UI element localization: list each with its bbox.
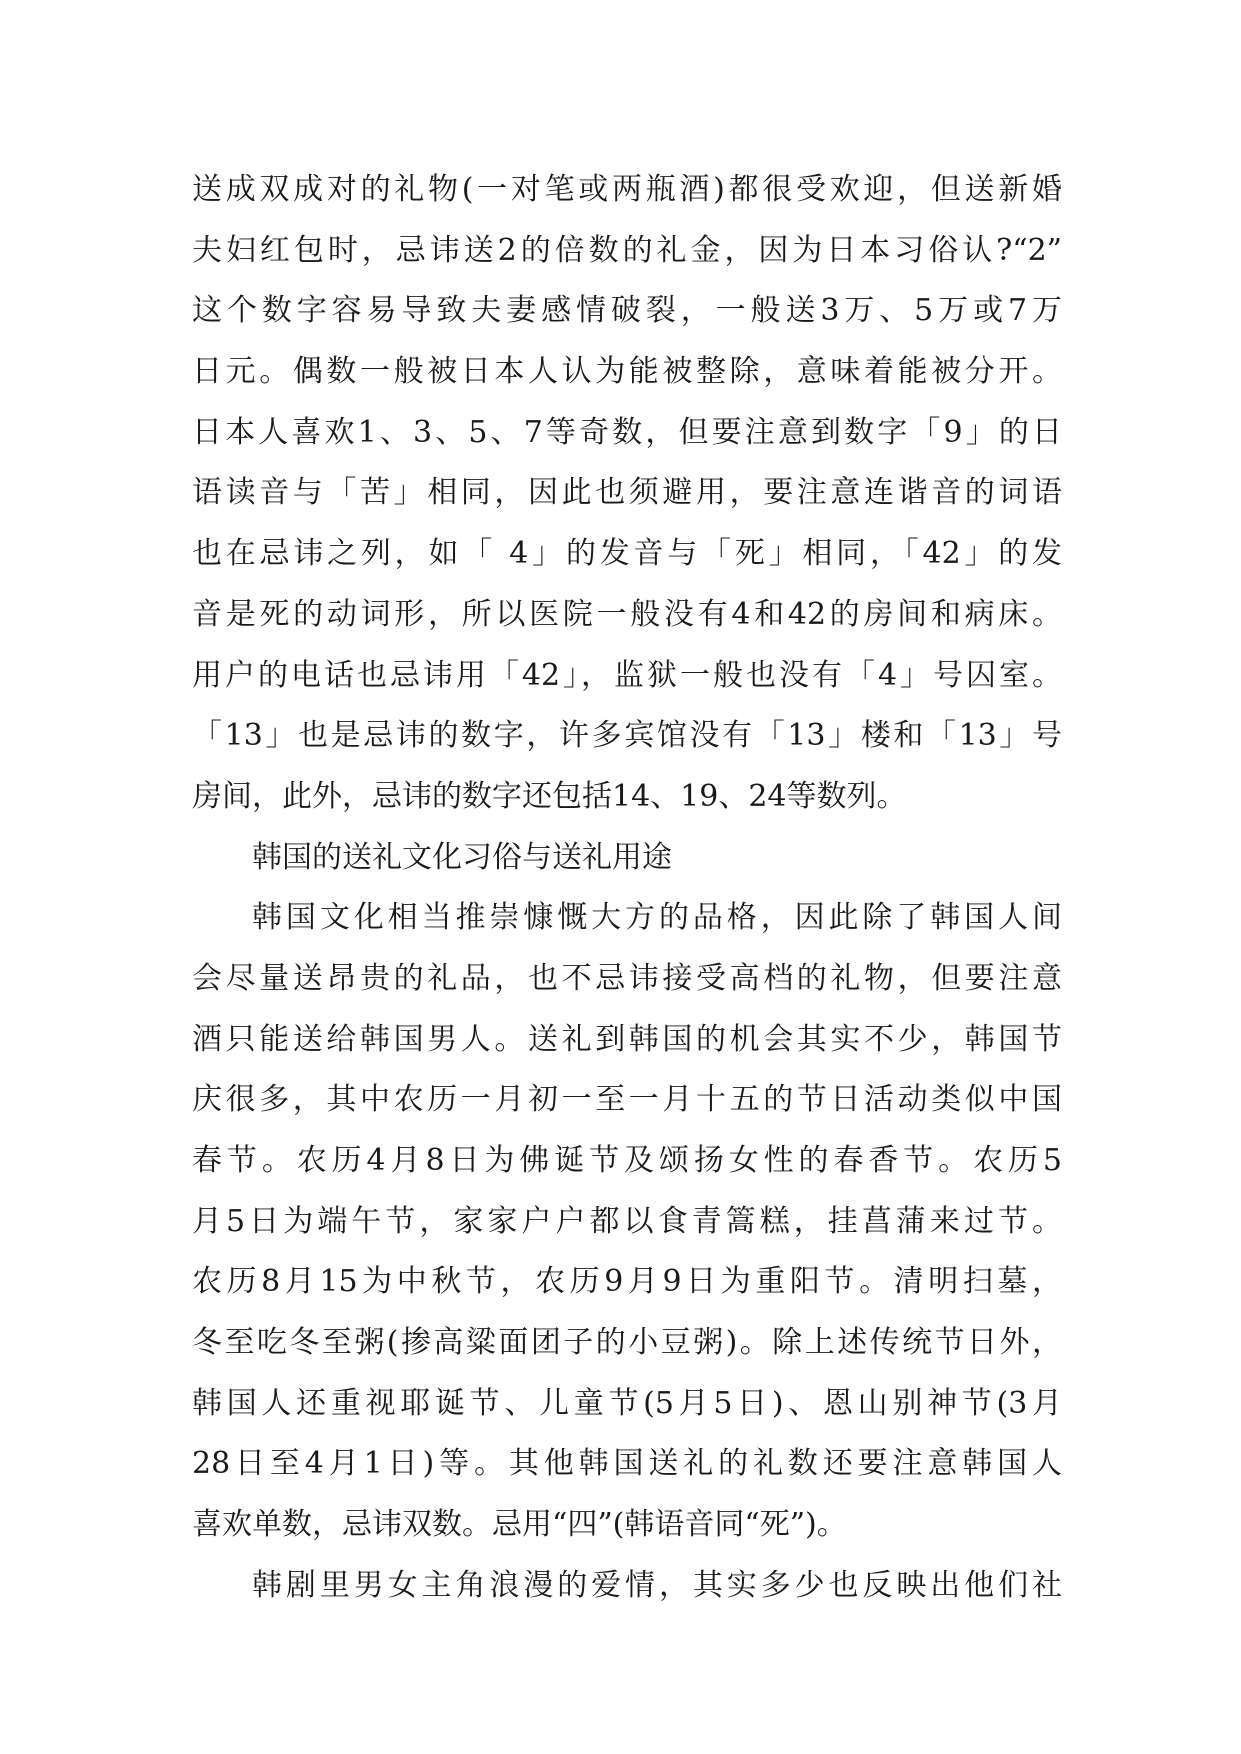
text-line: 夫妇红包时，忌讳送2的倍数的礼金，因为日本习俗认?“2” [192, 232, 1062, 268]
text-line: 语读音与「苦」相同，因此也须避用，要注意连谐音的词语 [192, 475, 1062, 511]
text-line: 韩国人还重视耶诞节、儿童节(5月5日)、恩山别神节(3月 [192, 1385, 1062, 1421]
text-line: 用户的电话也忌讳用「42」，监狱一般也没有「4」号囚室。 [192, 657, 1062, 693]
section-heading: 韩国的送礼文化习俗与送礼用途 [252, 839, 672, 875]
text-line: 冬至吃冬至粥(掺高粱面团子的小豆粥)。除上述传统节日外， [192, 1325, 1062, 1361]
text-line: 也在忌讳之列，如「 4」的发音与「死」相同，「42」的发 [192, 536, 1062, 572]
text-line: 房间，此外，忌讳的数字还包括14、19、24等数列。 [192, 778, 907, 814]
text-line: 月5日为端午节，家家户户都以食青篙糕，挂菖蒲来过节。 [192, 1203, 1062, 1239]
text-line: 音是死的动词形，所以医院一般没有4和42的房间和病床。 [192, 596, 1062, 632]
text-line: 日本人喜欢1、3、5、7等奇数，但要注意到数字「9」的日 [192, 414, 1062, 450]
text-line: 28日至4月1日)等。其他韩国送礼的礼数还要注意韩国人 [192, 1446, 1062, 1482]
text-line: 农历8月15为中秋节，农历9月9日为重阳节。清明扫墓， [192, 1264, 1062, 1300]
text-line: 春节。农历4月8日为佛诞节及颂扬女性的春香节。农历5 [192, 1143, 1062, 1178]
text-line: 韩国文化相当推崇慷慨大方的品格，因此除了韩国人间 [252, 900, 1062, 936]
text-line: 韩剧里男女主角浪漫的爱情，其实多少也反映出他们社 [252, 1567, 1062, 1603]
text-line: 庆很多，其中农历一月初一至一月十五的节日活动类似中国 [192, 1082, 1062, 1118]
text-line: 会尽量送昂贵的礼品，也不忌讳接受高档的礼物，但要注意 [192, 960, 1062, 996]
text-line: 送成双成对的礼物(一对笔或两瓶酒)都很受欢迎，但送新婚 [192, 172, 1062, 207]
text-line: 「13」也是忌讳的数字，许多宾馆没有「13」楼和「13」号 [192, 718, 1062, 754]
text-line: 喜欢单数，忌讳双数。忌用“四”(韩语音同“死”)。 [192, 1507, 847, 1543]
body-text [192, 160, 1062, 1617]
text-line: 日元。偶数一般被日本人认为能被整除，意味着能被分开。 [192, 354, 1062, 390]
text-line: 这个数字容易导致夫妻感情破裂，一般送3万、5万或7万 [192, 293, 1062, 329]
text-line: 酒只能送给韩国男人。送礼到韩国的机会其实不少，韩国节 [192, 1021, 1062, 1057]
